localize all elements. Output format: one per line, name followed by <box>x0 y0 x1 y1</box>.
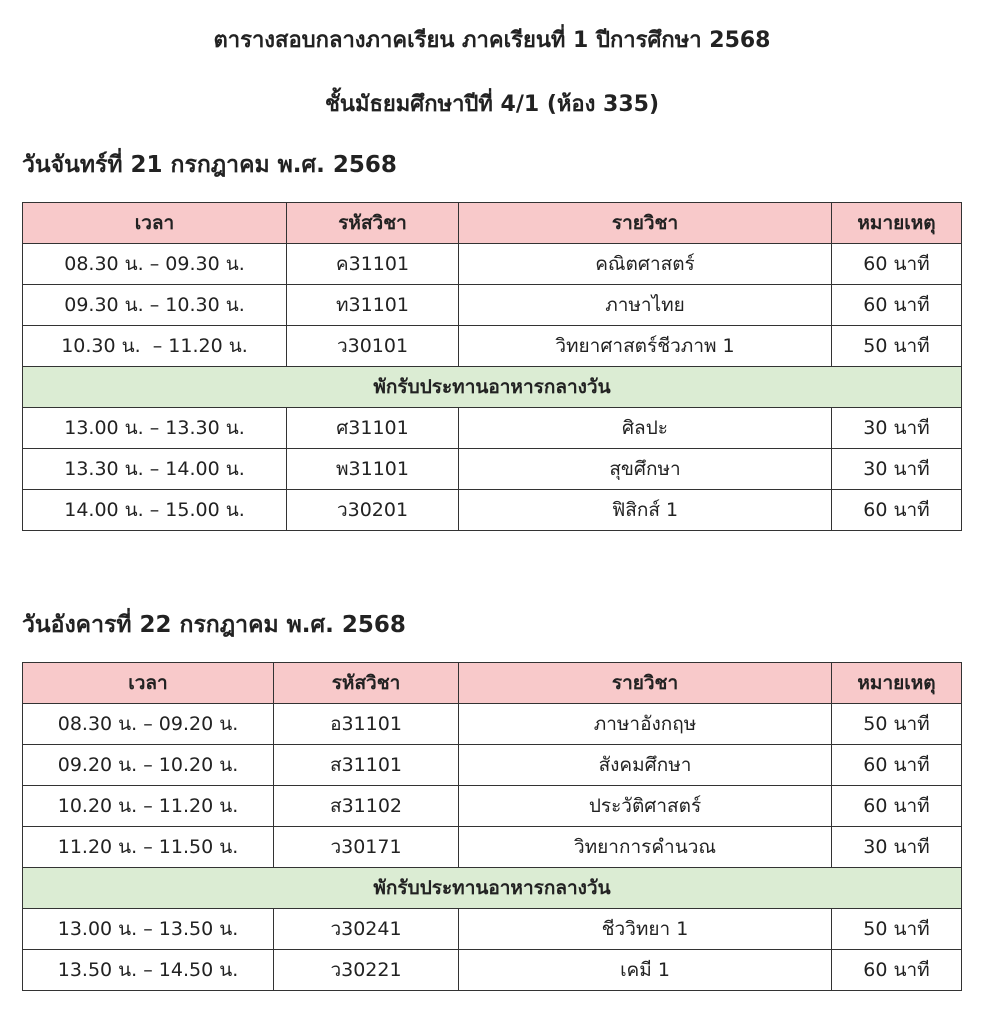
cell-time: 08.30 น. – 09.20 น. <box>23 704 274 745</box>
cell-time: 13.30 น. – 14.00 น. <box>23 449 287 490</box>
header-subject: รายวิชา <box>459 203 832 244</box>
cell-subject: ศิลปะ <box>459 408 832 449</box>
table-row <box>23 326 962 367</box>
cell-subject: คณิตศาสตร์ <box>459 244 832 285</box>
cell-note: 60 นาที <box>832 745 962 786</box>
cell-subject: ประวัติศาสตร์ <box>459 786 832 827</box>
table-row <box>23 950 962 991</box>
cell-time: 13.50 น. – 14.50 น. <box>23 950 274 991</box>
cell-code: ว30201 <box>287 490 459 531</box>
cell-time: 10.20 น. – 11.20 น. <box>23 786 274 827</box>
table-row <box>23 490 962 531</box>
cell-subject: สังคมศึกษา <box>459 745 832 786</box>
table-header-row <box>23 203 962 244</box>
lunch-break-label: พักรับประทานอาหารกลางวัน <box>23 868 962 909</box>
header-note: หมายเหตุ <box>832 663 962 704</box>
cell-note: 60 นาที <box>832 490 962 531</box>
day2-heading: วันอังคารที่ 22 กรกฎาคม พ.ศ. 2568 <box>22 612 406 638</box>
cell-code: อ31101 <box>274 704 459 745</box>
cell-subject: เคมี 1 <box>459 950 832 991</box>
cell-note: 60 นาที <box>832 950 962 991</box>
cell-note: 60 นาที <box>832 786 962 827</box>
table-row <box>23 745 962 786</box>
table-row <box>23 449 962 490</box>
cell-note: 50 นาที <box>832 909 962 950</box>
cell-code: ส31102 <box>274 786 459 827</box>
cell-time: 13.00 น. – 13.50 น. <box>23 909 274 950</box>
page-title: ตารางสอบกลางภาคเรียน ภาคเรียนที่ 1 ปีการศึกษา 2568 <box>213 28 771 53</box>
cell-code: ว30101 <box>287 326 459 367</box>
cell-note: 30 นาที <box>832 408 962 449</box>
cell-subject: ภาษาอังกฤษ <box>459 704 832 745</box>
cell-subject: ฟิสิกส์ 1 <box>459 490 832 531</box>
cell-note: 50 นาที <box>832 704 962 745</box>
cell-note: 30 นาที <box>832 827 962 868</box>
header-code: รหัสวิชา <box>274 663 459 704</box>
cell-code: ส31101 <box>274 745 459 786</box>
day1-heading: วันจันทร์ที่ 21 กรกฎาคม พ.ศ. 2568 <box>22 152 397 178</box>
table-row <box>23 786 962 827</box>
cell-time: 14.00 น. – 15.00 น. <box>23 490 287 531</box>
header-note: หมายเหตุ <box>832 203 962 244</box>
cell-subject: สุขศึกษา <box>459 449 832 490</box>
table-row <box>23 244 962 285</box>
table-row <box>23 909 962 950</box>
cell-time: 09.30 น. – 10.30 น. <box>23 285 287 326</box>
cell-code: ว30241 <box>274 909 459 950</box>
table-row <box>23 704 962 745</box>
page-subtitle: ชั้นมัธยมศึกษาปีที่ 4/1 (ห้อง 335) <box>324 92 660 117</box>
header-code: รหัสวิชา <box>287 203 459 244</box>
lunch-break-row <box>23 868 962 909</box>
day2-schedule-table <box>22 662 962 991</box>
cell-code: ว30221 <box>274 950 459 991</box>
cell-time: 08.30 น. – 09.30 น. <box>23 244 287 285</box>
cell-time: 09.20 น. – 10.20 น. <box>23 745 274 786</box>
day1-schedule-table <box>22 202 962 531</box>
cell-time: 10.30 น. – 11.20 น. <box>23 326 287 367</box>
table-row <box>23 408 962 449</box>
cell-code: พ31101 <box>287 449 459 490</box>
cell-note: 30 นาที <box>832 449 962 490</box>
header-time: เวลา <box>23 663 274 704</box>
cell-subject: วิทยาศาสตร์ชีวภาพ 1 <box>459 326 832 367</box>
table-row <box>23 827 962 868</box>
cell-note: 60 นาที <box>832 244 962 285</box>
cell-time: 13.00 น. – 13.30 น. <box>23 408 287 449</box>
table-header-row <box>23 663 962 704</box>
cell-code: ท31101 <box>287 285 459 326</box>
cell-subject: ภาษาไทย <box>459 285 832 326</box>
lunch-break-row <box>23 367 962 408</box>
table-row <box>23 285 962 326</box>
cell-note: 50 นาที <box>832 326 962 367</box>
cell-subject: วิทยาการคำนวณ <box>459 827 832 868</box>
cell-note: 60 นาที <box>832 285 962 326</box>
cell-code: ค31101 <box>287 244 459 285</box>
header-time: เวลา <box>23 203 287 244</box>
cell-time: 11.20 น. – 11.50 น. <box>23 827 274 868</box>
lunch-break-label: พักรับประทานอาหารกลางวัน <box>23 367 962 408</box>
cell-code: ศ31101 <box>287 408 459 449</box>
cell-subject: ชีววิทยา 1 <box>459 909 832 950</box>
header-subject: รายวิชา <box>459 663 832 704</box>
cell-code: ว30171 <box>274 827 459 868</box>
